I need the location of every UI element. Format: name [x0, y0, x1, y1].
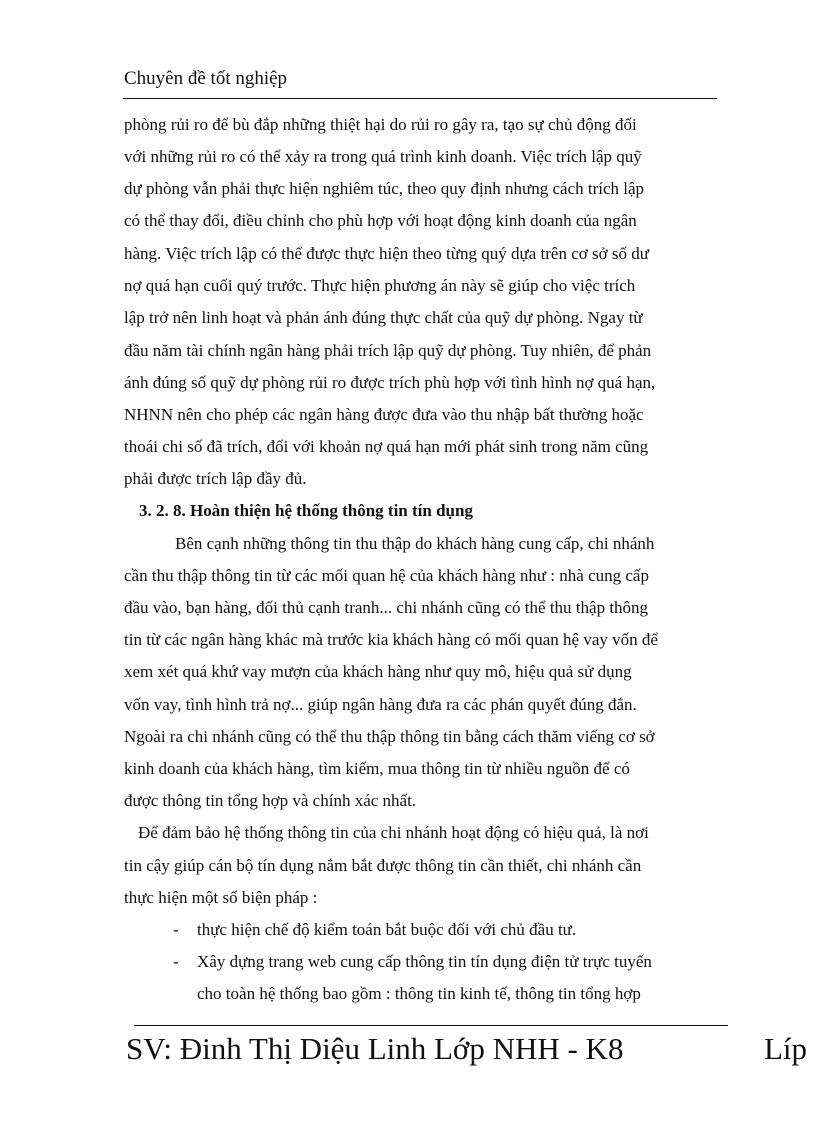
bullet-dash: - [173, 952, 179, 971]
body-line: NHNN nên cho phép các ngân hàng được đưa vào thu nhập bất thường hoặc [124, 405, 644, 424]
body-line: đầu năm tài chính ngân hàng phải trích lập quỹ dự phòng. Tuy nhiên, để phản [124, 341, 652, 360]
body-line: lập trở nên linh hoạt và phản ánh đúng thực chất của quỹ dự phòng. Ngay từ [124, 308, 643, 327]
bullet-line: thực hiện chế độ kiểm toán bắt buộc đối với chủ đầu tư. [197, 920, 577, 939]
body-line: tin từ các ngân hàng khác mà trước kia khách hàng có mối quan hệ vay vốn để [124, 630, 658, 649]
body-line: xem xét quá khứ vay mượn của khách hàng như quy mô, hiệu quả sử dụng [124, 662, 632, 681]
body-line: nợ quá hạn cuối quý trước. Thực hiện phương án này sẽ giúp cho việc trích [124, 276, 636, 295]
body-line: tin cậy giúp cán bộ tín dụng nắm bắt được thông tin cần thiết, chi nhánh cần [124, 856, 642, 875]
body-line: được thông tin tổng hợp và chính xác nhất. [124, 791, 417, 810]
footer-rule [134, 1025, 728, 1026]
body-line: cần thu thập thông tin từ các mối quan hệ của khách hàng như : nhà cung cấp [124, 566, 649, 585]
body-line: thoái chi số đã trích, đối với khoản nợ quá hạn mới phát sinh trong năm cũng [124, 437, 649, 456]
footer-text: SV: Đinh Thị Diệu Linh Lớp NHH - K8 [126, 1031, 624, 1066]
bullet-dash: - [173, 920, 179, 939]
body-line: dự phòng vẫn phải thực hiện nghiêm túc, theo quy định nhưng cách trích lập [124, 179, 645, 198]
bullet-line: Xây dựng trang web cung cấp thông tin tín dụng điện tử trực tuyến [197, 952, 652, 971]
body-line: kinh doanh của khách hàng, tìm kiếm, mua thông tin từ nhiều nguồn để có [124, 759, 630, 778]
body-line: Bên cạnh những thông tin thu thập do khách hàng cung cấp, chi nhánh [175, 534, 655, 553]
body-line: vốn vay, tình hình trả nợ... giúp ngân hàng đưa ra các phán quyết đúng đắn. [124, 695, 637, 714]
bullet-line: cho toàn hệ thống bao gồm : thông tin kinh tế, thông tin tổng hợp [197, 984, 641, 1003]
body-line: phòng rủi ro để bù đắp những thiệt hại do rủi ro gây ra, tạo sự chủ động đối [124, 115, 637, 134]
header-rule [123, 98, 717, 99]
footer-right-text: Líp [764, 1031, 808, 1066]
body-line: có thể thay đổi, điều chỉnh cho phù hợp với hoạt động kinh doanh của ngân [124, 211, 637, 230]
body-line: Để đảm bảo hệ thống thông tin của chi nhánh hoạt động có hiệu quả, là nơi [138, 823, 649, 842]
body-line: thực hiện một số biện pháp : [124, 888, 318, 907]
body-line: ánh đúng số quỹ dự phòng rủi ro được trích phù hợp với tình hình nợ quá hạn, [124, 373, 656, 392]
body-line: phải được trích lập đầy đủ. [124, 469, 307, 488]
body-line: Ngoài ra chi nhánh cũng có thể thu thập thông tin bằng cách thăm viếng cơ sở [124, 727, 655, 746]
section-heading: 3. 2. 8. Hoàn thiện hệ thống thông tin tín dụng [139, 501, 473, 520]
page-header-title: Chuyên đề tốt nghiệp [124, 68, 288, 89]
body-line: với những rủi ro có thể xảy ra trong quá trình kinh doanh. Việc trích lập quỹ [124, 147, 642, 166]
body-line: hàng. Việc trích lập có thể được thực hiện theo từng quý dựa trên cơ sở số dư [124, 244, 649, 263]
body-line: đầu vào, bạn hàng, đối thủ cạnh tranh... chi nhánh cũng có thể thu thập thông [124, 598, 649, 617]
